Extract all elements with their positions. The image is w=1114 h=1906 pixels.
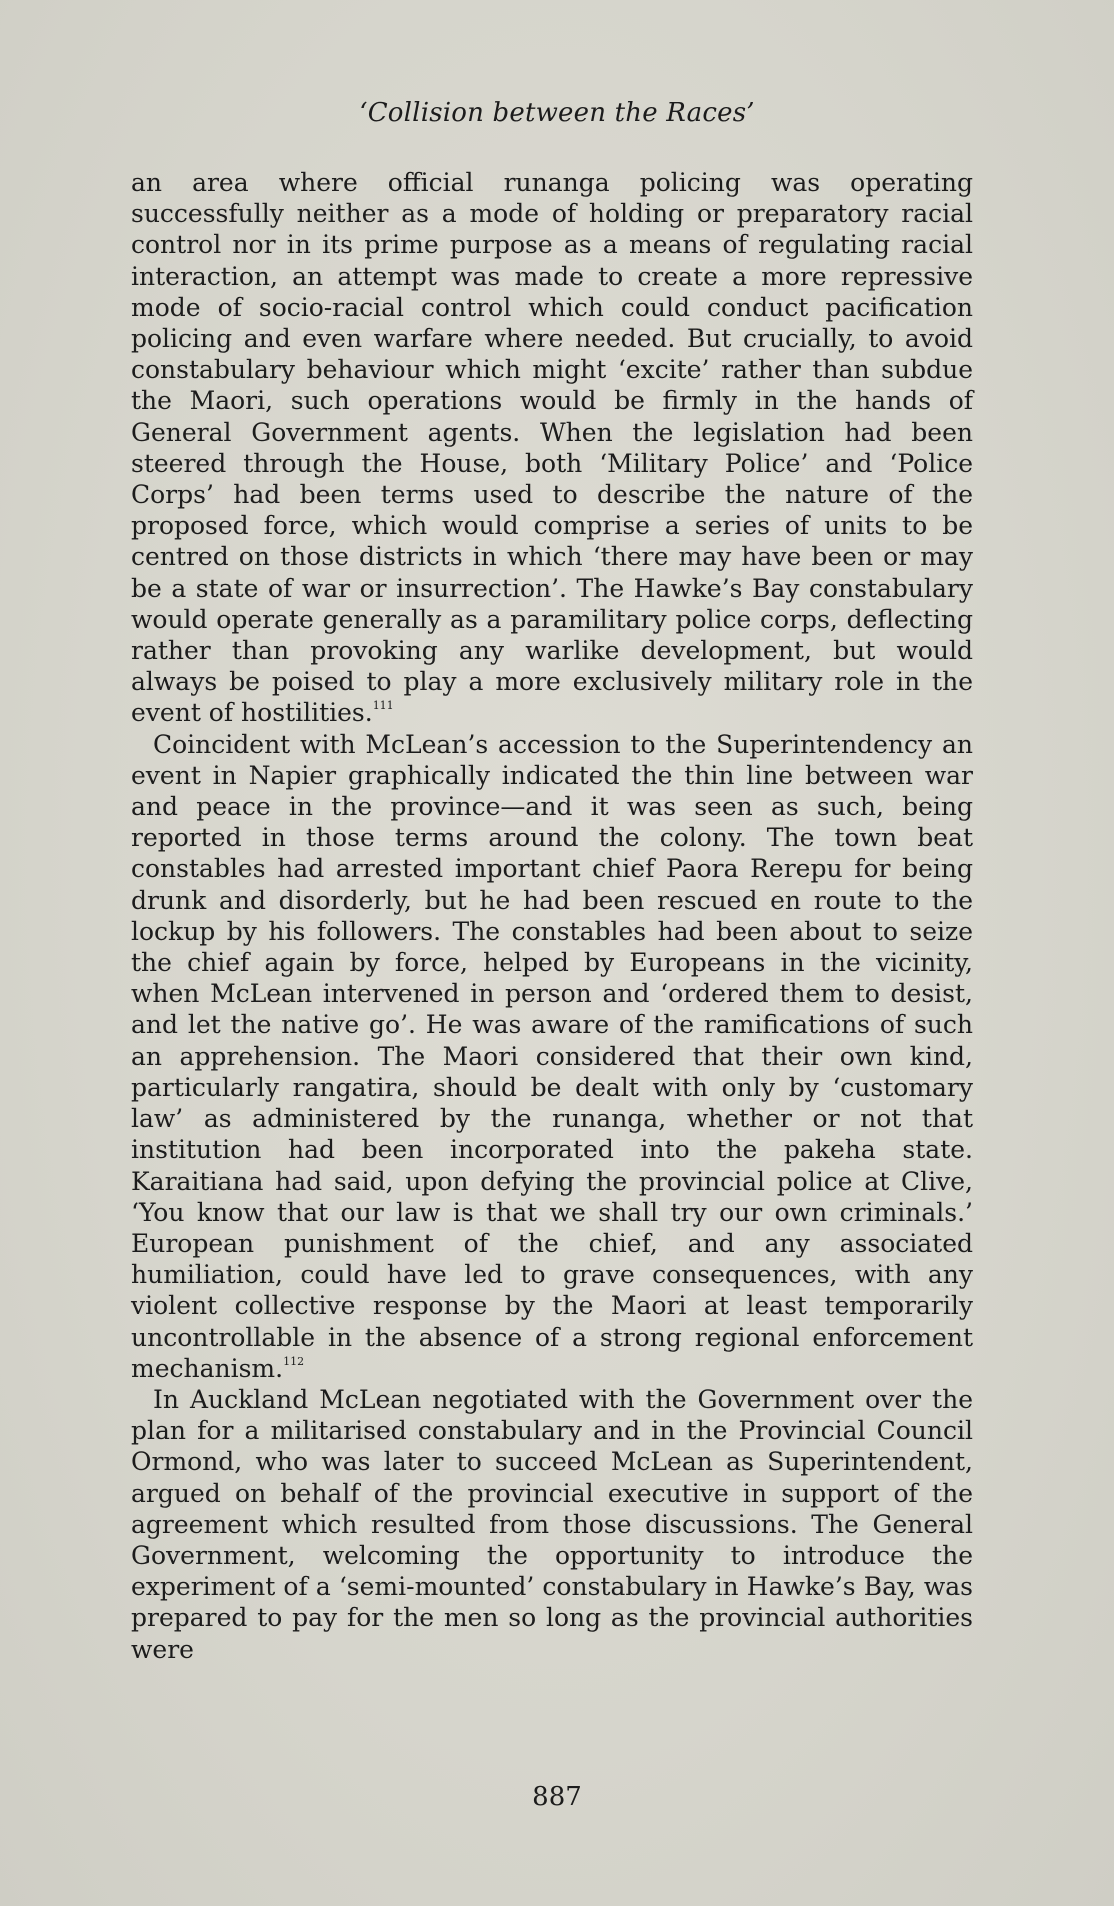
paragraph-2-text: Coincident with McLean’s accession to the Superintendency an event in Napier graphically indicated the thin line between war and peace in the province—and it was seen as such, being reported in those terms around the colony. The town beat constables had arrested important chief Paora Rerepu for being drunk and disorderly, but he had been rescued en route to the lockup by his followers. The constables had been about to seize the chief again by force, helped by Europeans in the vicinity, when McLean intervened in person and ‘ordered them to desist, and let the native go’. He was aware of the ramifications of such an apprehension. The Maori considered that their own kind, particularly rangatira, should be dealt with only by ‘customary law’ as administered by the runanga, whether or not that institution had been incorporated into the pakeha state. Karaitiana had said, upon defying the provincial police at Clive, ‘You know that our law is that we shall try our own criminals.’ European punishment of the chief, and any associated humiliation, could have led to grave consequences, with any violent collective response by the Maori at least temporarily uncontrollable in the absence of a strong regional enforcement mechanism. [131,729,973,1383]
paragraph-3 [131,1384,973,1665]
running-head: ‘Collision between the Races’ [359,98,755,128]
footnote-ref-111: 111 [372,699,394,713]
paragraph-1 [131,167,973,729]
paragraph-3-text: In Auckland McLean negotiated with the Government over the plan for a militarised constabulary and in the Provincial Council Ormond, who was later to succeed McLean as Superintendent, argued on behalf of the provincial executive in support of the agreement which resulted from those discussions. The General Government, welcoming the opportunity to introduce the experiment of a ‘semi-mounted’ constabulary in Hawke’s Bay, was prepared to pay for the men so long as the provincial authorities were [131,1384,973,1664]
footnote-ref-112: 112 [283,1354,305,1368]
paragraph-2 [131,729,973,1384]
paragraph-1-text: an area where official runanga policing was operating successfully neither as a mode of holding or preparatory racial control nor in its prime purpose as a means of regulating racial interaction, an attempt was made to create a more repressive mode of socio-racial control which could conduct pacification policing and even warfare where needed. But crucially, to avoid constabulary behaviour which might ‘excite’ rather than subdue the Maori, such operations would be firmly in the hands of General Government agents. When the legislation had been steered through the House, both ‘Military Police’ and ‘Police Corps’ had been terms used to describe the nature of the proposed force, which would comprise a series of units to be centred on those districts in which ‘there may have been or may be a state of war or insurrection’. The Hawke’s Bay constabulary would operate generally as a paramilitary police corps, deflecting rather than provoking any warlike development, but would always be poised to play a more exclusively military role in the event of hostilities. [131,168,973,728]
page-number: 887 [532,1782,582,1812]
body-text [131,167,973,1665]
